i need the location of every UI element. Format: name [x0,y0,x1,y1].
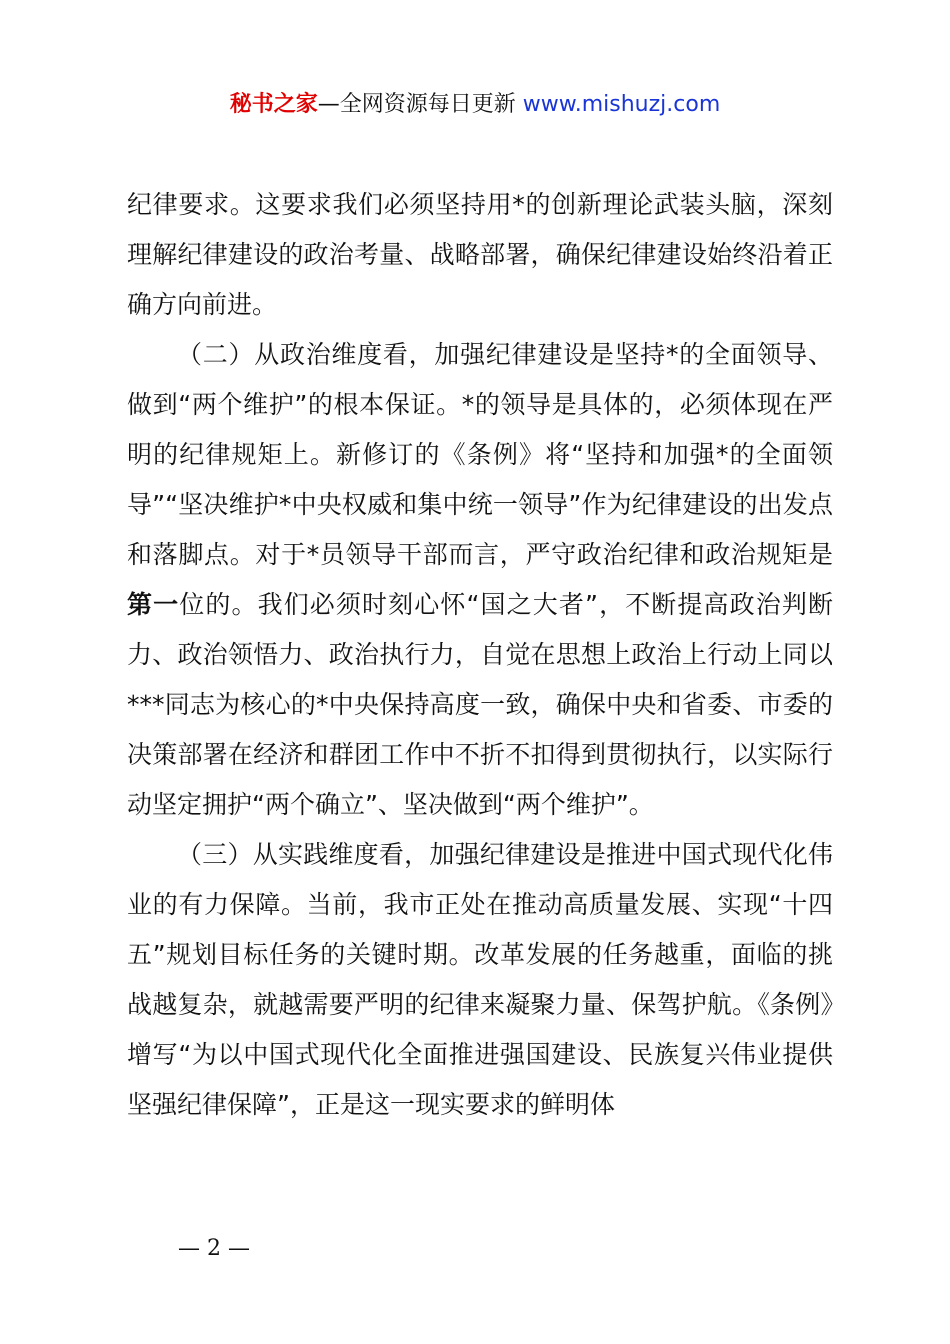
paragraph-practice-dimension: （三）从实践维度看，加强纪律建设是推进中国式现代化伟业的有力保障。当前，我市正处在推动高质量发展、实现“十四五”规划目标任务的关键时期。改革发展的任务越重，面临的挑战越复杂，就越需要严明的纪律来凝聚力量、保驾护航。《条例》增写“为以中国式现代化全面推进强国建设、民族复兴伟业提供坚强纪律保障”，正是这一现实要求的鲜明体 [127,840,833,1119]
site-url-link[interactable]: www.mishuzj.com [522,92,721,117]
site-brand: 秘书之家 [229,92,318,117]
bold-emphasis: 第一 [127,590,180,619]
header-separator: — [317,92,340,117]
page-number: — 2 — [178,1236,250,1261]
paragraph-political-dimension [127,330,833,830]
watermark-header [0,88,950,122]
document-body [127,180,833,1130]
paragraph-text: （二）从政治维度看，加强纪律建设是坚持*的全面领导、做到“两个维护”的根本保证。*的领导是具体的，必须体现在严明的纪律规矩上。新修订的《条例》将“坚持和加强*的全面领导”“坚决维护*中央权威和集中统一领导”作为纪律建设的出发点和落脚点。对于*员领导干部而言，严守政治纪律和政治规矩是 [127,340,833,569]
header-slogan: 全网资源每日更新 [339,92,523,117]
paragraph-text: 位的。我们必须时刻心怀“国之大者”，不断提高政治判断力、政治领悟力、政治执行力，自觉在思想上政治上行动上同以***同志为核心的*中央保持高度一致，确保中央和省委、市委的决策部署在经济和群团工作中不折不扣得到贯彻执行，以实际行动坚定拥护“两个确立”、坚决做到“两个维护”。 [127,590,833,819]
paragraph-continuation: 纪律要求。这要求我们必须坚持用*的创新理论武装头脑，深刻理解纪律建设的政治考量、战略部署，确保纪律建设始终沿着正确方向前进。 [127,190,833,319]
